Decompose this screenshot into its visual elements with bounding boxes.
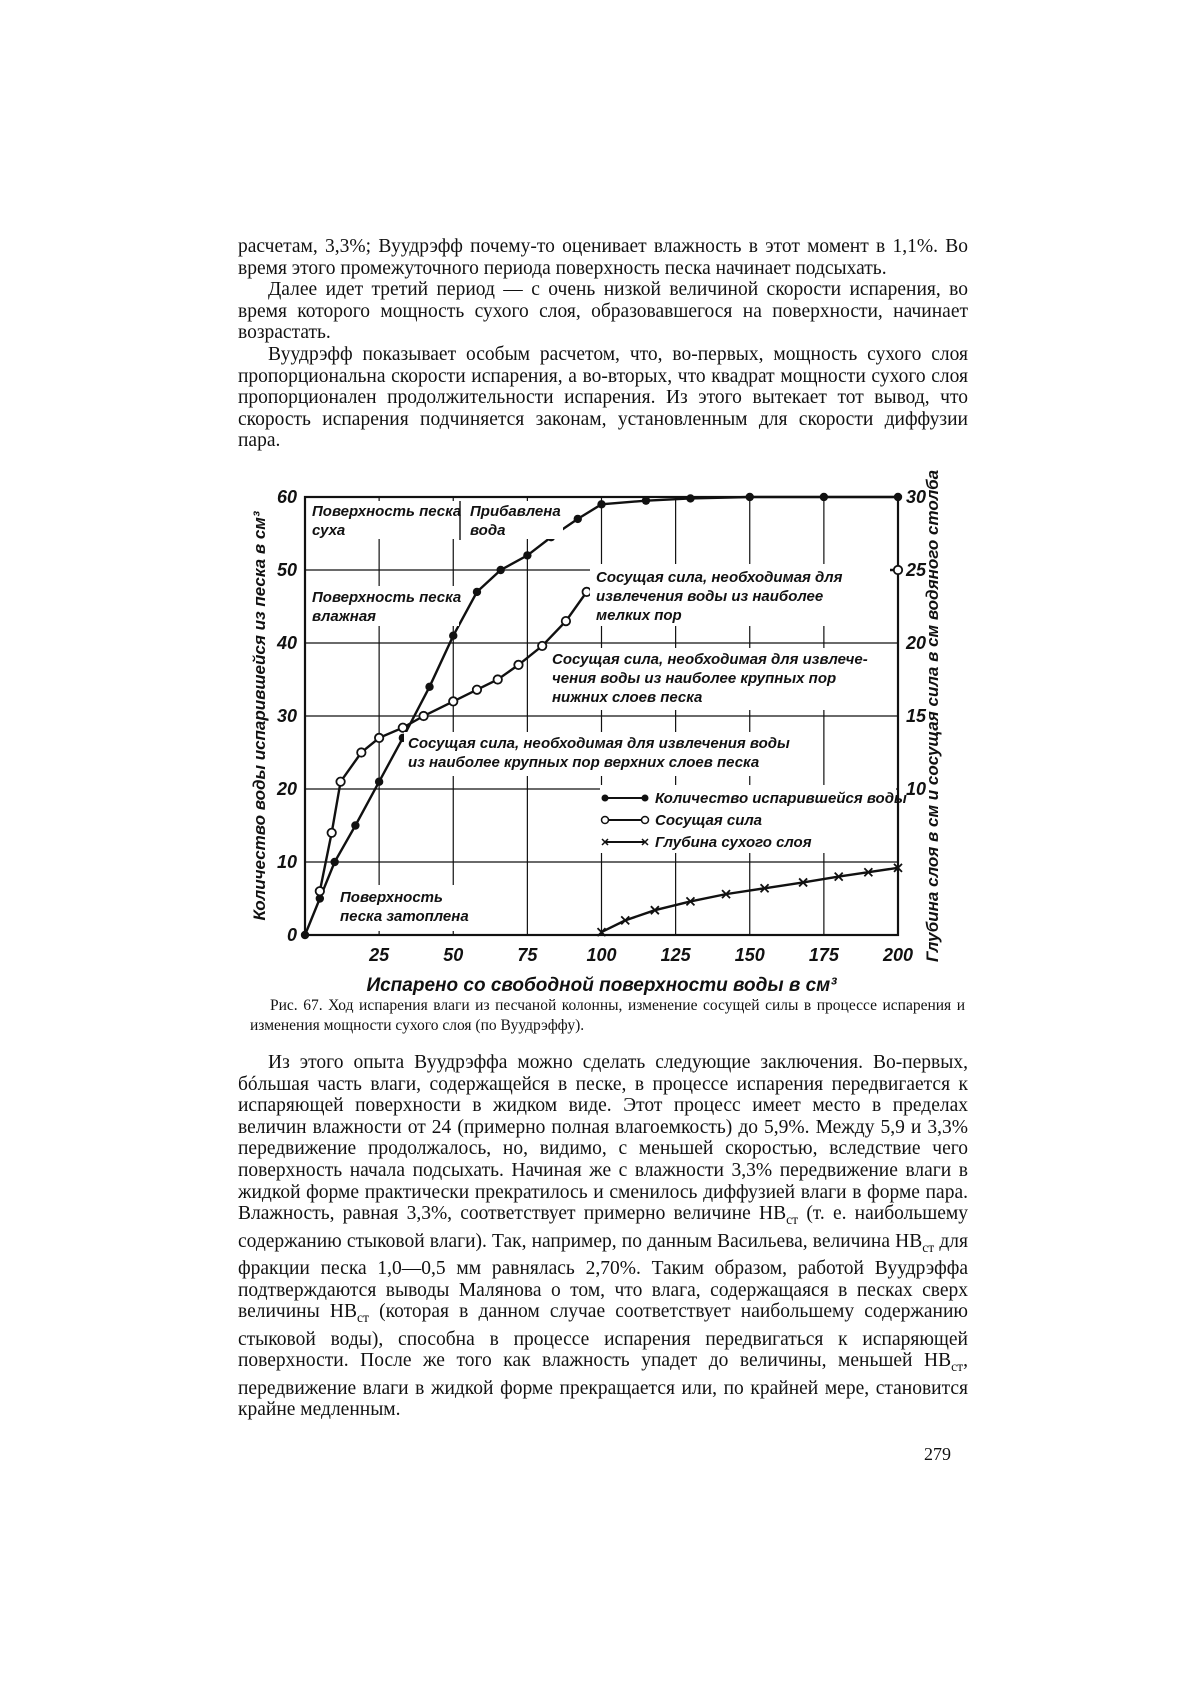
data-point-evaporated (351, 821, 359, 829)
x-tick-label: 175 (808, 945, 839, 965)
annotation-water-added: Прибавлена (470, 503, 561, 520)
annotation-suction-fine: извлечения воды из наиболее (596, 588, 824, 605)
data-point-suction (562, 617, 570, 625)
data-point-evaporated (473, 588, 481, 596)
data-point-evaporated (449, 632, 457, 640)
annotation-suction-lower: нижних слоев песка (552, 689, 703, 706)
legend-marker (642, 795, 649, 802)
y-left-tick-label: 40 (276, 633, 297, 653)
x-axis-label: Испарено со свободной поверхности воды в см³ (366, 975, 837, 996)
data-point-suction (538, 642, 546, 650)
annotation-wet-surface: влажная (312, 608, 377, 625)
data-point-suction (316, 887, 324, 895)
x-tick-label: 75 (517, 945, 538, 965)
paragraph: Вуудрэфф показывает особым расчетом, что, во-первых, мощность сухого слоя пропорциональна скорости испарения, а во-вторых, что квадрат мощности сухого слоя пропорционален продолжительности испарения. Из этого вытекает тот вывод, что скорость испарения подчиняется законам, установленным для скорости диффузии пара. (238, 343, 968, 452)
y-right-tick-label: 15 (906, 706, 927, 726)
x-tick-label: 25 (369, 945, 390, 965)
annotation-dry-surface: суха (312, 522, 346, 539)
x-tick-label: 50 (443, 945, 464, 965)
x-tick-label: 125 (660, 945, 691, 965)
data-point-suction (336, 778, 344, 786)
annotation-suction-upper: из наиболее крупных пор верхних слоев песка (408, 754, 760, 771)
data-point-evaporated (746, 493, 754, 501)
caption-text: Рис. 67. Ход испарения влаги из песчаной колонны, изменение сосущей силы в процессе испарения и изменения мощности сухого слоя (по Вуудрэффу). (250, 997, 965, 1034)
data-point-suction (399, 723, 407, 731)
data-point-suction (894, 566, 902, 574)
y-left-tick-label: 0 (286, 925, 297, 945)
data-point-evaporated (496, 566, 504, 574)
data-point-suction (514, 661, 522, 669)
y-left-tick-label: 60 (276, 487, 297, 507)
data-point-evaporated (330, 858, 338, 866)
data-point-suction (357, 748, 365, 756)
paragraph: Из этого опыта Вуудрэффа можно сделать следующие заключения. Во-первых, бóльшая часть влаги, содержащейся в песке, в процессе испарения передвигается к испаряющей поверхности в жидком виде. Этот процесс имеет место в пределах величин влажности от 24 (примерно полная влагоемкость) до 5,9%. Между 5,9 и 3,3% передвижение продолжалось, но, видимо, с меньшей скоростью, вследствие чего поверхность начала подсыхать. Начиная же с влажности 3,3% передвижение влаги в жидкой форме практически прекратилось и сменилось диффузией влаги в форме пара. Влажность, равная 3,3%, соответствует примерно величине $НВ_{ст}$ (т. е. наибольшему содержанию стыковой влаги). Так, например, по данным Васильева, величина $НВ_{ст}$ для фракции песка 1,0—0,5 мм равнялась 2,70%. Таким образом, работой Вуудрэффа подтверждаются выводы Малянова о том, что влага, содержащаяся в песках сверх величины $НВ_{ст}$ (которая в данном случае соответствует наибольшему содержанию стыковой воды), способна в процессе испарения передвигаться к испаряющей поверхности. После же того как влажность упадет до величины, меньшей $НВ_{ст}$, передвижение влаги в жидкой форме прекращается или, по крайней мере, становится крайне медленным. (238, 1052, 969, 1421)
data-point-evaporated (425, 683, 433, 691)
data-point-evaporated (375, 778, 383, 786)
data-point-suction (449, 697, 457, 705)
data-point-evaporated (523, 551, 531, 559)
paragraph: расчетам, 3,3%; Вуудрэфф почему-то оценивает влажность в этот момент в 1,1%. Во время этого промежуточного периода поверхность песка начинает подсыхать. (238, 236, 968, 279)
annotation-flooded-surface: Поверхность (340, 889, 443, 906)
data-point-evaporated (597, 500, 605, 508)
y-left-tick-label: 20 (276, 779, 297, 799)
legend-marker (602, 795, 609, 802)
annotation-dry-surface: Поверхность песка (312, 503, 462, 520)
annotation-water-added: вода (470, 522, 506, 539)
annotation-wet-surface: Поверхность песка (312, 589, 462, 606)
y-left-axis-label: Количество воды испарившейся из песка в см³ (250, 511, 269, 921)
legend-label: Сосущая сила (655, 812, 763, 829)
data-point-suction (582, 588, 590, 596)
data-point-suction (473, 686, 481, 694)
data-point-evaporated (301, 931, 309, 939)
x-tick-label: 100 (586, 945, 617, 965)
annotation-suction-lower: Сосущая сила, необходимая для извлече- (552, 651, 868, 668)
y-right-tick-label: 10 (906, 779, 927, 799)
text-bottom (238, 1052, 968, 1421)
figure-caption (250, 996, 965, 1036)
page-number: 279 (924, 1444, 951, 1464)
data-point-evaporated (642, 496, 650, 504)
data-point-suction (419, 712, 427, 720)
paragraph: Далее идет третий период — с очень низкой величиной скорости испарения, во время которого мощность сухого слоя, образовавшегося на поверхности, начинает возрастать. (238, 279, 968, 344)
annotation-suction-upper: Сосущая сила, необходимая для извлечения воды (408, 735, 790, 752)
data-point-suction (375, 734, 383, 742)
x-tick-label: 200 (882, 945, 914, 965)
annotation-flooded-surface: песка затоплена (340, 908, 469, 925)
data-point-evaporated (686, 494, 694, 502)
annotation-suction-fine: Сосущая сила, необходимая для (596, 569, 843, 586)
legend-label: Количество испарившейся воды (655, 790, 907, 807)
data-point-suction (494, 675, 502, 683)
legend-marker (602, 817, 609, 824)
annotation-suction-lower: чения воды из наиболее крупных пор (552, 670, 837, 687)
annotation-suction-fine: мелких пор (596, 607, 682, 624)
y-right-tick-label: 20 (906, 633, 927, 653)
y-right-axis-label: Глубина слоя в см и сосущая сила в см водяного столба (923, 469, 942, 963)
y-left-tick-label: 10 (276, 852, 297, 872)
data-point-evaporated (820, 493, 828, 501)
y-left-tick-label: 50 (276, 560, 297, 580)
data-point-suction (327, 829, 335, 837)
y-right-tick-label: 25 (906, 560, 927, 580)
x-tick-label: 150 (734, 945, 765, 965)
y-right-tick-label: 30 (906, 487, 927, 507)
data-point-evaporated (574, 515, 582, 523)
data-point-evaporated (894, 493, 902, 501)
legend-marker (642, 817, 649, 824)
legend-label: Глубина сухого слоя (655, 834, 812, 851)
y-left-tick-label: 30 (276, 706, 297, 726)
